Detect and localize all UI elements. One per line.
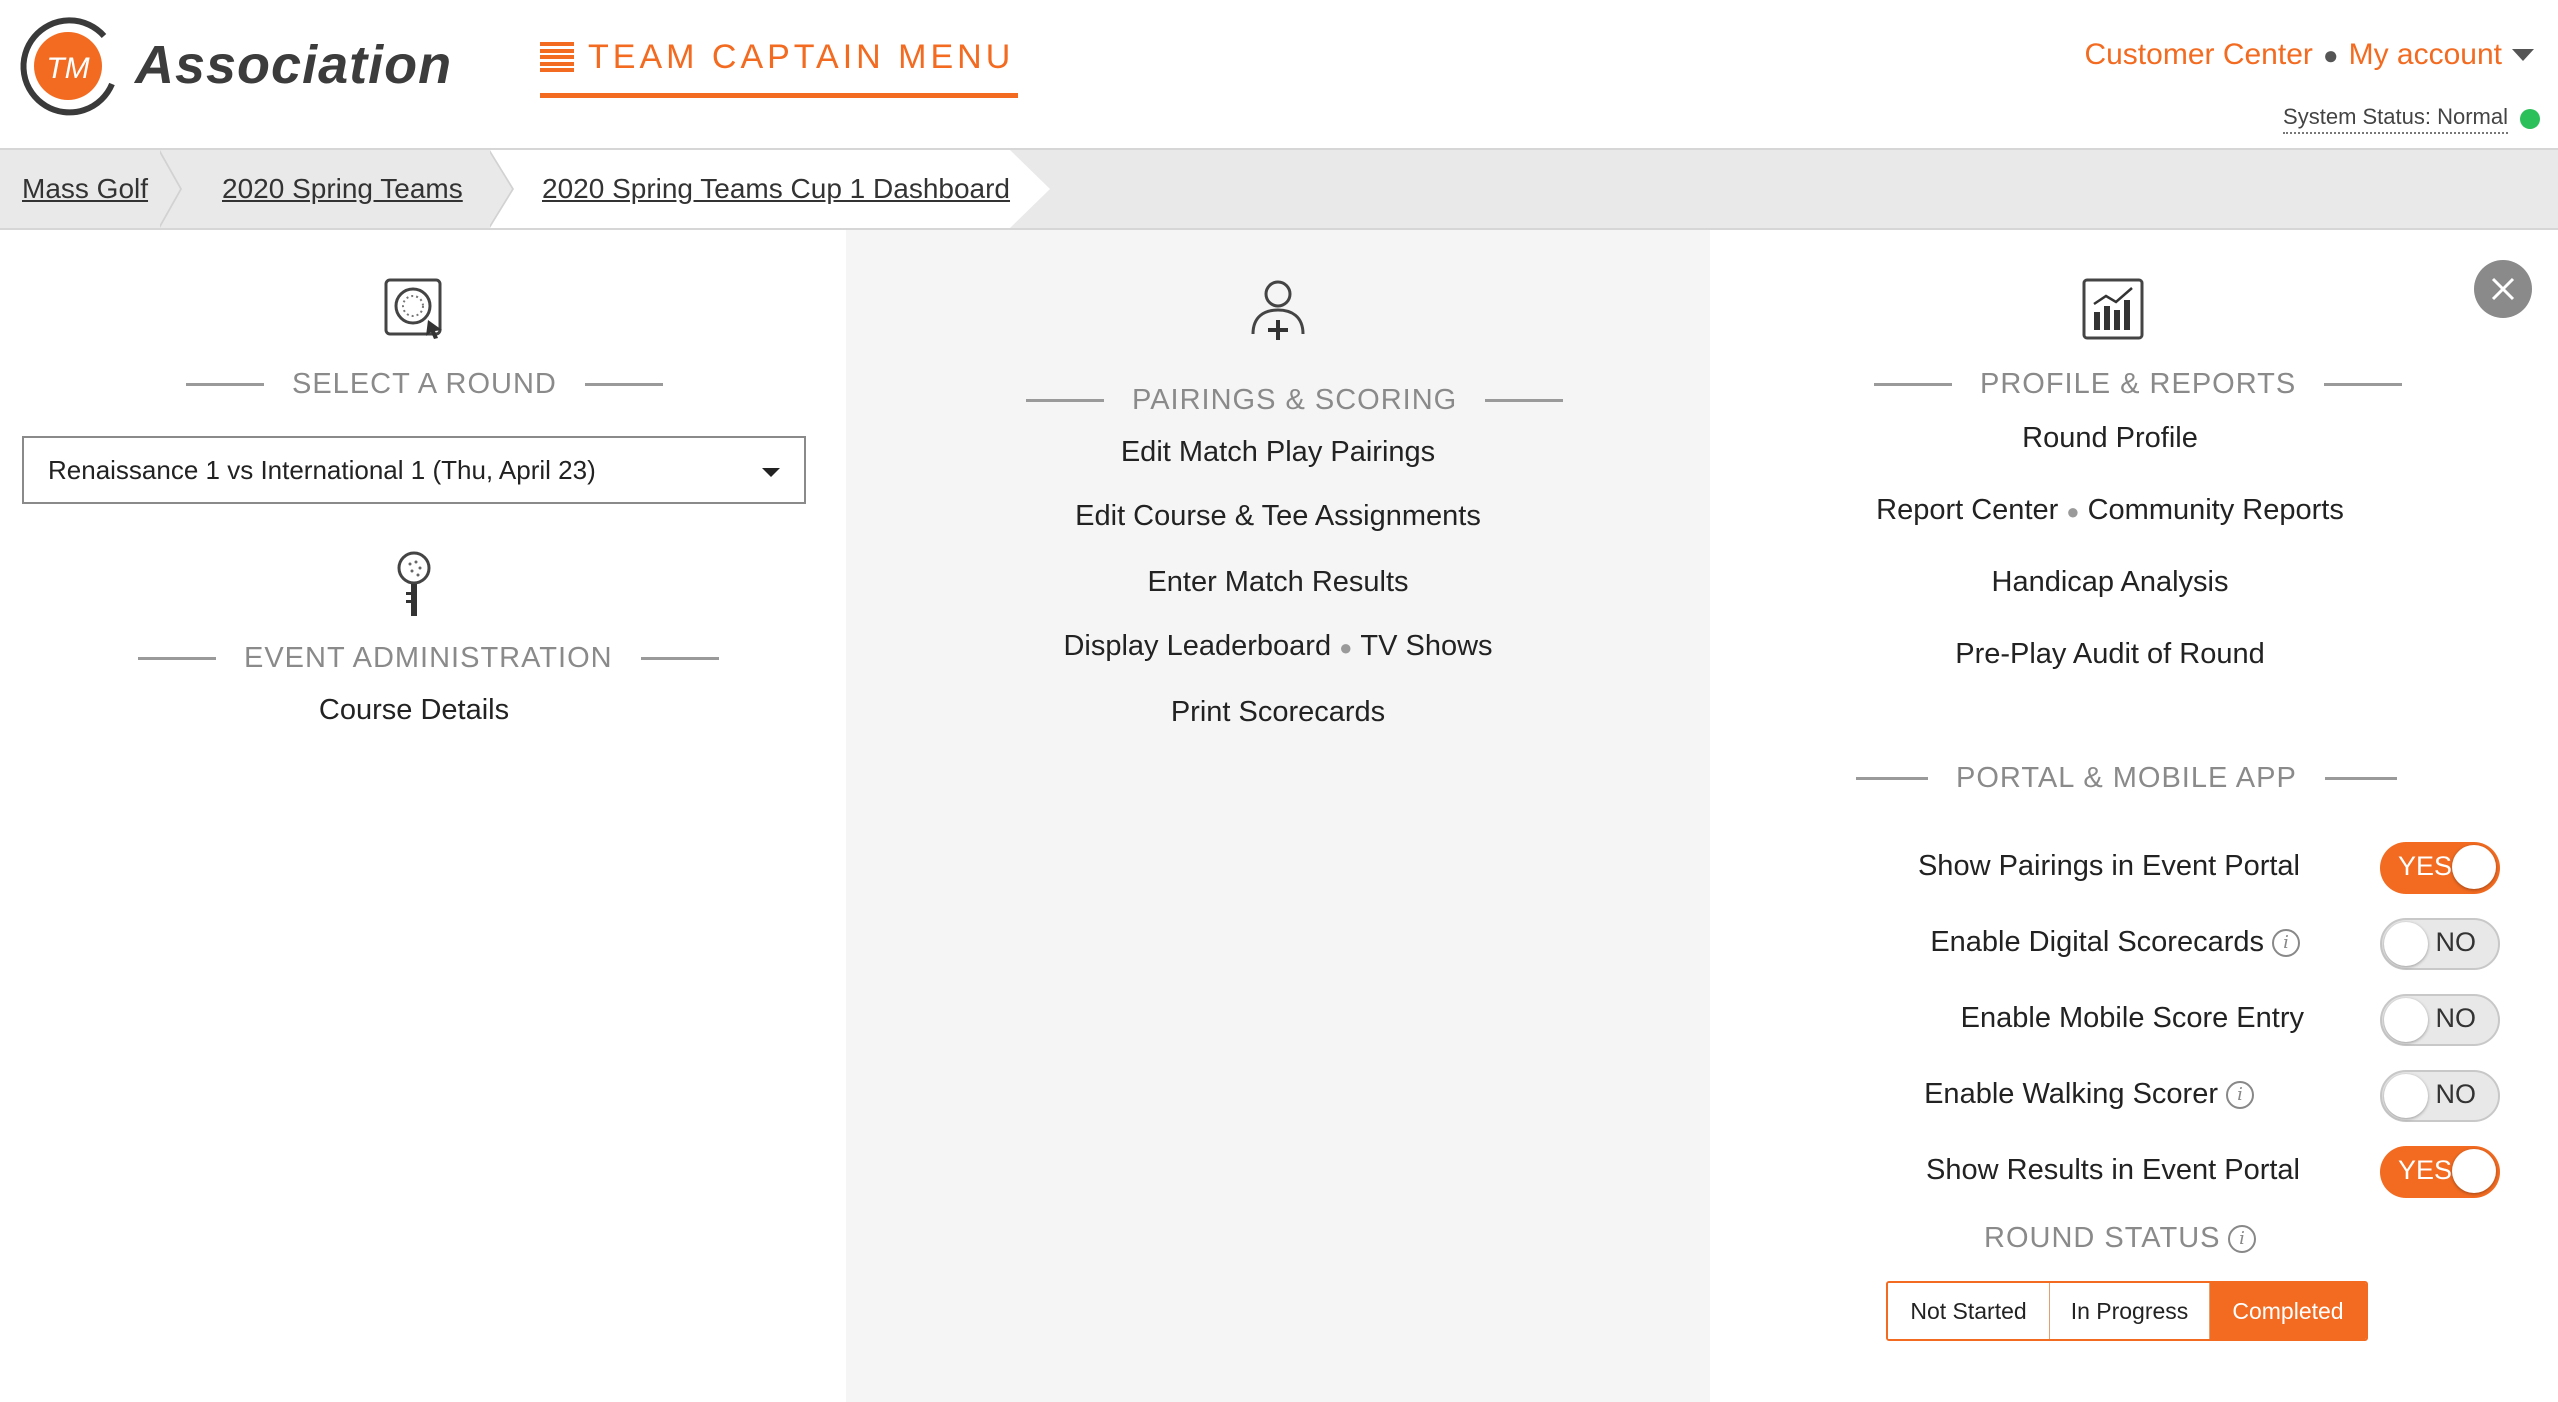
round-profile-link[interactable]: Round Profile (2022, 422, 2198, 454)
toggle-state: YES (2398, 1155, 2453, 1185)
pairings-scoring-heading (1026, 384, 1563, 417)
toggle-row-digital-scorecards (1840, 918, 2500, 970)
app-name[interactable]: Association (135, 35, 453, 95)
breadcrumb-item[interactable]: 2020 Spring Teams (222, 173, 463, 204)
round-status-selector (1886, 1281, 2368, 1341)
chevron-down-icon[interactable] (2512, 49, 2534, 61)
toggle-row-show-results (1840, 1146, 2500, 1198)
breadcrumb (0, 148, 2558, 230)
walking-scorer-label: Enable Walking Scorer (1924, 1078, 2218, 1110)
report-links (1710, 494, 2510, 527)
round-select[interactable] (22, 436, 806, 504)
toggle-label (1930, 926, 2300, 959)
status-completed-button[interactable]: Completed (2210, 1283, 2366, 1339)
breadcrumb-separator (158, 150, 180, 228)
round-select-value: Renaissance 1 vs International 1 (Thu, April 23) (48, 454, 596, 485)
leaderboard-links (846, 630, 1710, 663)
toggle-label (1918, 850, 2300, 883)
toggle-row-mobile-entry (1840, 994, 2500, 1046)
top-header (0, 0, 2558, 148)
system-status-text: System Status: Normal (2283, 104, 2508, 134)
profile-reports-title: PROFILE & REPORTS (1980, 368, 2297, 400)
event-admin-heading (138, 642, 719, 675)
reports-chart-icon (2078, 274, 2148, 344)
my-account-link[interactable]: My account (2348, 38, 2502, 71)
add-person-icon (1243, 276, 1313, 346)
enter-match-results-link[interactable]: Enter Match Results (1147, 566, 1409, 598)
toggle-row-walking-scorer (1840, 1070, 2500, 1122)
course-details-link[interactable]: Course Details (318, 694, 510, 726)
status-in-progress-button[interactable]: In Progress (2050, 1283, 2210, 1339)
mobile-entry-toggle[interactable] (2380, 994, 2500, 1046)
toggle-state: NO (2435, 927, 2476, 957)
report-center-link[interactable]: Report Center (1876, 494, 2059, 526)
show-results-label: Show Results in Event Portal (1926, 1154, 2300, 1186)
walking-scorer-toggle[interactable] (2380, 1070, 2500, 1122)
link-separator: ● (2322, 39, 2339, 70)
portal-mobile-heading (1856, 762, 2397, 795)
profile-reports-heading (1874, 368, 2402, 401)
breadcrumb-item[interactable]: Mass Golf (22, 173, 149, 204)
link-separator: ● (2066, 499, 2080, 524)
hamburger-icon (540, 42, 574, 72)
status-not-started-button[interactable]: Not Started (1888, 1283, 2050, 1339)
toggle-knob (2384, 922, 2428, 966)
golf-tee-icon (382, 550, 452, 620)
status-indicator-icon (2520, 109, 2540, 129)
show-pairings-toggle[interactable] (2380, 842, 2500, 894)
toggle-knob (2384, 998, 2428, 1042)
toggle-state: YES (2398, 851, 2453, 881)
link-separator: ● (1339, 635, 1353, 660)
edit-pairings-link[interactable]: Edit Match Play Pairings (1120, 436, 1436, 468)
close-icon (2474, 260, 2532, 318)
select-round-heading (186, 368, 663, 401)
toggle-label (1924, 1078, 2254, 1111)
edit-course-tee-link[interactable]: Edit Course & Tee Assignments (1075, 500, 1481, 532)
pairings-scoring-title: PAIRINGS & SCORING (1132, 384, 1458, 416)
menu-label: TEAM CAPTAIN MENU (588, 38, 1015, 76)
toggle-knob (2452, 1149, 2496, 1193)
digital-scorecards-toggle[interactable] (2380, 918, 2500, 970)
toggle-label (1926, 1154, 2300, 1187)
logo-icon[interactable] (16, 14, 120, 118)
display-leaderboard-link[interactable]: Display Leaderboard (1063, 630, 1332, 662)
toggle-state: NO (2435, 1003, 2476, 1033)
select-round-title: SELECT A ROUND (292, 368, 557, 400)
dropdown-caret-icon (762, 468, 780, 477)
select-round-icon (380, 274, 450, 344)
breadcrumb-active-tip (1010, 150, 1050, 228)
tv-shows-link[interactable]: TV Shows (1360, 630, 1493, 662)
toggle-knob (2452, 845, 2496, 889)
handicap-analysis-link[interactable]: Handicap Analysis (1991, 566, 2229, 598)
customer-center-link[interactable]: Customer Center (2084, 38, 2313, 71)
account-links (2084, 38, 2534, 72)
round-status-heading (1984, 1222, 2256, 1255)
toggle-row-show-pairings (1840, 842, 2500, 894)
community-reports-link[interactable]: Community Reports (2087, 494, 2344, 526)
breadcrumb-separator (488, 150, 512, 228)
portal-mobile-title: PORTAL & MOBILE APP (1956, 762, 2297, 794)
show-pairings-label: Show Pairings in Event Portal (1917, 850, 2300, 882)
toggle-state: NO (2435, 1079, 2476, 1109)
show-results-toggle[interactable] (2380, 1146, 2500, 1198)
info-icon[interactable]: i (2226, 1081, 2254, 1109)
mobile-entry-label: Enable Mobile Score Entry (1960, 1002, 2304, 1034)
preplay-audit-link[interactable]: Pre-Play Audit of Round (1955, 638, 2265, 670)
info-icon[interactable]: i (2272, 929, 2300, 957)
team-captain-menu-button[interactable] (540, 36, 1018, 98)
logo-monogram: TM (46, 52, 90, 85)
system-status[interactable] (2283, 104, 2540, 134)
breadcrumb-current[interactable]: 2020 Spring Teams Cup 1 Dashboard (542, 173, 1011, 204)
info-icon[interactable]: i (2228, 1225, 2256, 1253)
print-scorecards-link[interactable]: Print Scorecards (1170, 696, 1386, 728)
event-admin-title: EVENT ADMINISTRATION (244, 642, 613, 674)
digital-scorecards-label: Enable Digital Scorecards (1930, 926, 2264, 958)
toggle-label (1961, 1002, 2304, 1035)
round-status-title: ROUND STATUS (1984, 1222, 2221, 1254)
close-button[interactable] (2474, 260, 2532, 318)
toggle-knob (2384, 1074, 2428, 1118)
